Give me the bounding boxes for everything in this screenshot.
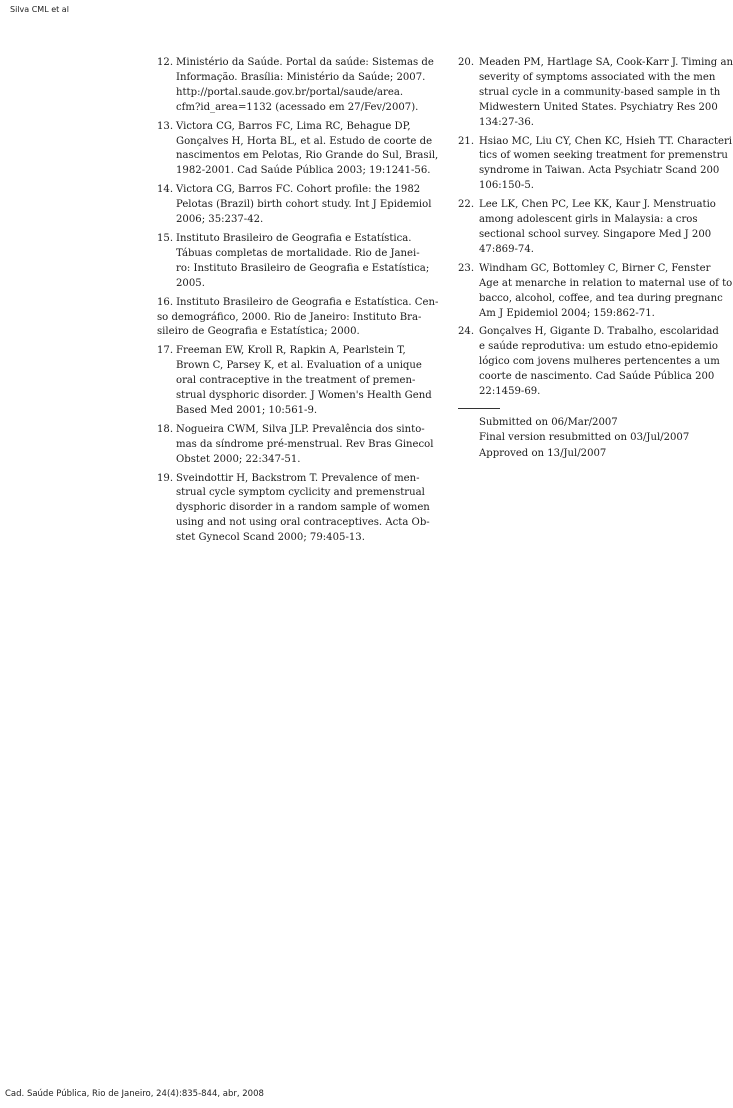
reference-21 [458,135,733,195]
reference-text: Meaden PM, Hartlage SA, Cook-Karr J. Timing an severity of symptoms associated with the men strual cycle in a community-based sample in th Midwestern United States. Psychiatry Res 200 134:27-36. [479,57,733,128]
approved-date: Approved on 13/Jul/2007 [479,447,607,459]
reference-text: Freeman EW, Kroll R, Rapkin A, Pearlstein T, Brown C, Parsey K, et al. Evaluation of a unique oral contraceptive in the treatment of premen- strual dysphoric disorder. J Women's Health Gend Based Med 2001; 10:561-9. [176,345,432,416]
reference-12 [157,56,440,116]
reference-13 [157,120,440,180]
reference-text: Instituto Brasileiro de Geografia e Estatística. Cen- so demográfico, 2000. Rio de Janeiro: Instituto Bra- sileiro de Geografia e Estatística; 2000. [157,296,439,338]
reference-number: 24. [458,326,475,338]
reference-number: 23. [458,262,475,274]
reference-number: 18. [157,423,174,435]
references-left-column [157,56,440,550]
footer-citation: Cad. Saúde Pública, Rio de Janeiro, 24(4):835-844, abr, 2008 [5,1089,264,1099]
running-head: Silva CML et al [10,5,69,14]
reference-number: 15. [157,232,174,244]
reference-16 [157,296,440,341]
reference-23 [458,262,733,322]
reference-text: Instituto Brasileiro de Geografia e Estatística. Tábuas completas de mortalidade. Rio de Janei- ro: Instituto Brasileiro de Geografia e Estatística; 2005. [176,232,430,289]
reference-number: 20. [458,57,475,68]
reference-text: Lee LK, Chen PC, Lee KK, Kaur J. Menstruatio among adolescent girls in Malaysia: a cros sectional school survey. Singapore Med J 200 47:869-74. [479,199,716,255]
reference-text: Nogueira CWM, Silva JLP. Prevalência dos sinto- mas da síndrome pré-menstrual. Rev Bras Ginecol Obstet 2000; 22:347-51. [176,423,434,465]
reference-14 [157,183,440,228]
reference-22 [458,198,733,258]
reference-text: Victora CG, Barros FC. Cohort profile: the 1982 Pelotas (Brazil) birth cohort study. Int J Epidemiol 2006; 35:237-42. [176,184,432,226]
reference-17 [157,344,440,419]
submitted-date: Submitted on 06/Mar/2007 [479,416,618,428]
final-version-date: Final version resubmitted on 03/Jul/2007 [479,432,690,444]
reference-number: 13. [157,120,174,132]
reference-18 [157,423,440,468]
reference-number: 21. [458,135,475,147]
reference-number: 12. [157,57,174,68]
reference-text: Hsiao MC, Liu CY, Chen KC, Hsieh TT. Characteri tics of women seeking treatment for premenstru syndrome in Taiwan. Acta Psychiatr Scand 200 106:150-5. [479,135,733,192]
reference-number: 19. [157,472,174,484]
reference-text: Victora CG, Barros FC, Lima RC, Behague DP, Gonçalves H, Horta BL, et al. Estudo de coorte de nascimentos em Pelotas, Rio Grande do Sul, Brasil, 1982-2001. Cad Saúde Pública 2003; 19:1241-56. [176,120,439,177]
reference-text: Windham GC, Bottomley C, Birner C, Fenster Age at menarche in relation to maternal use of to bacco, alcohol, coffee, and tea during pregnanc Am J Epidemiol 2004; 159:862-71. [479,262,733,319]
submission-dates [458,415,733,461]
reference-text: Ministério da Saúde. Portal da saúde: Sistemas de Informação. Brasília: Ministério da Saúde; 2007. http://portal.saude.gov.br/portal/saude/area. cfm?id_area=1132 (acessado em 27/Fev/2007). [176,57,434,113]
reference-number: 14. [157,184,174,196]
reference-text: Sveindottir H, Backstrom T. Prevalence of men- strual cycle symptom cyclicity and premenstrual dysphoric disorder in a random sample of women using and not using oral contraceptives. Acta Ob- stet Gynecol Scand 2000; 79:405-13. [176,472,430,544]
reference-20 [458,56,733,131]
reference-24 [458,325,733,400]
reference-19 [157,472,440,547]
reference-number: 17. [157,345,174,357]
reference-15 [157,232,440,292]
divider-rule [458,408,500,409]
reference-text: Gonçalves H, Gigante D. Trabalho, escolaridad e saúde reprodutiva: um estudo etno-epidemio lógico com jovens mulheres pertencentes a um coorte de nascimento. Cad Saúde Pública 200 22:1459-69. [479,326,720,398]
reference-number: 16. [157,296,174,308]
reference-number: 22. [458,199,475,211]
references-right-column [458,56,733,461]
